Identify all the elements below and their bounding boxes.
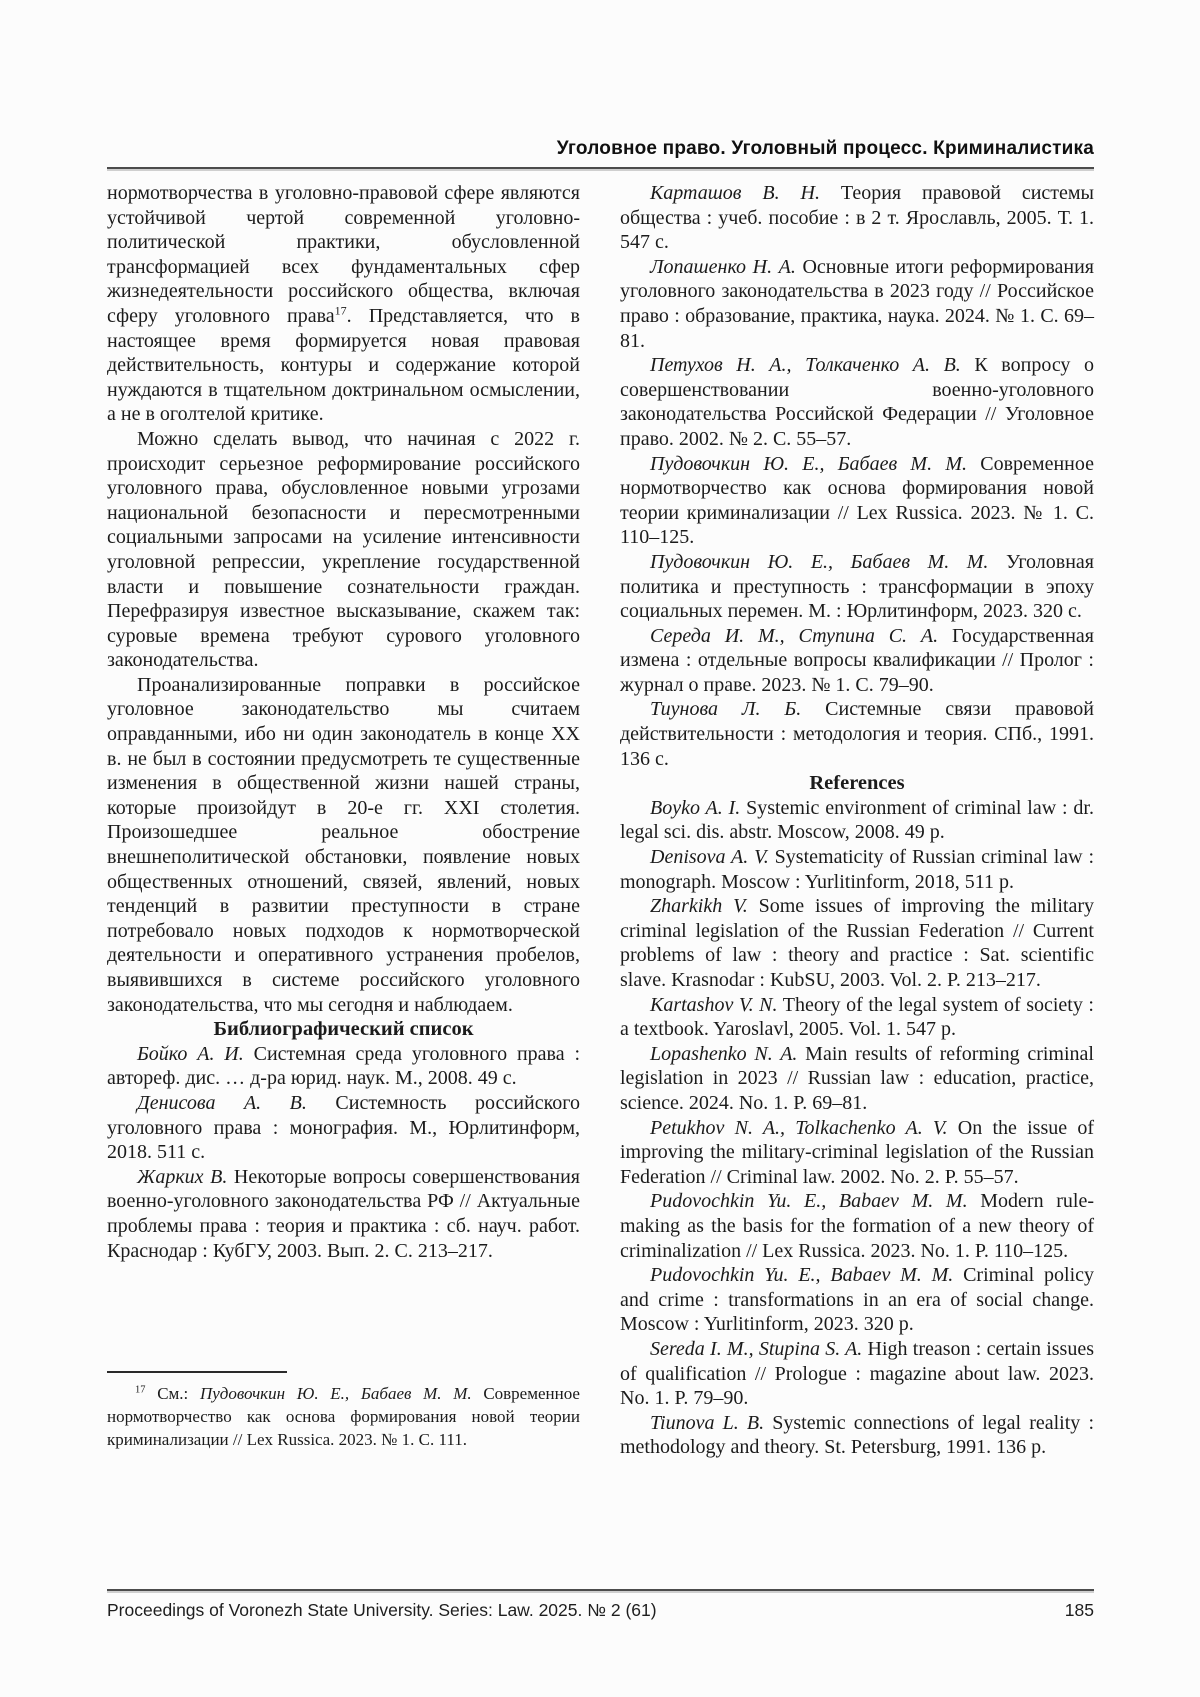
entry-authors: Tiunova L. B. [650,1411,765,1434]
entry-authors: Денисова А. В. [137,1091,307,1114]
running-head-section-title: Уголовное право. Уголовный процесс. Криминалистика [556,138,1094,159]
reference-entry [620,1189,1094,1263]
entry-text: К вопросу о совершенствовании военно-уголовного законодательства Российской Федерации // Уголовное право. 2002. № 2. С. 55–57. [620,354,1095,450]
entry-text: Системная среда уголовного права : автореф. дис. … д-ра юрид. наук. М., 2008. 49 с. [107,1042,581,1090]
entry-text: Main results of reforming criminal legislation in 2023 // Russian law : education, practice, science. 2024. No. 1. P. 69–81. [620,1042,1094,1114]
entry-authors: Лопашенко Н. А. [650,255,796,278]
footnote-prefix: См.: [145,1384,200,1403]
entry-authors: Petukhov N. A., Tolkachenko A. V. [650,1116,948,1139]
entry-authors: Pudovochkin Yu. E., Babaev M. M. [650,1264,954,1287]
entry-authors: Zharkikh V. [650,895,748,918]
entry-text: Systemic environment of criminal law : dr. legal sci. dis. abstr. Moscow, 2008. 49 p. [620,796,1094,844]
entry-authors: Карташов В. Н. [650,182,820,204]
entry-text: High treason : certain issues of qualification // Prologue : magazine about law. 2023. No. 1. P. 79–90. [620,1337,1094,1410]
reference-entry [620,894,1094,992]
reference-entry [620,845,1094,894]
entry-text: Системность российского уголовного права : монография. М., Юрлитинформ, 2018. 511 с. [107,1091,580,1164]
footnote-separator [107,1371,287,1373]
entry-authors: Пудовочкин Ю. Е., Бабаев М. М. [650,452,967,475]
paragraph [107,181,580,427]
entry-text: Некоторые вопросы совершенствования военно-уголовного законодательства РФ // Актуальные проблемы права : теория и практика : сб. науч. работ. Краснодар : КубГУ, 2003. Вып. 2. С. 213–217. [107,1165,580,1262]
footer-page-number: 185 [1064,1600,1094,1620]
reference-entry [620,1337,1094,1411]
entry-text: Modern rule-making as the basis for the formation of a new theory of criminalization // Lex Russica. 2023. No. 1. P. 110–125. [620,1190,1095,1262]
bibliography-entry [107,1165,580,1263]
entry-text: Основные итоги реформирования уголовного законодательства в 2023 году // Российское право : образование, практика, наука. 2024. № 1. С. 69–81. [620,255,1094,352]
article-body [107,181,1094,1460]
entry-authors: Denisova A. V. [650,846,769,869]
entry-text: Теория правовой системы общества : учеб. пособие : в 2 т. Ярославль, 2005. Т. 1. 547 с. [620,182,1094,254]
entry-authors: Lopashenko N. A. [650,1042,798,1065]
entry-text: On the issue of improving the military-criminal legislation of the Russian Federation // Criminal law. 2002. No. 2. P. 55–57. [620,1116,1094,1188]
entry-text: Системные связи правовой действительности : методология и теория. СПб., 1991. 136 с. [620,698,1094,770]
entry-text: Some issues of improving the military criminal legislation of the Russian Federation // Current problems of law : theory and practice : Sat. scientific slave. Krasnodar : KubSU, 2003. Vol. 2. P. 213–217. [620,895,1095,991]
entry-authors: Kartashov V. N. [650,993,778,1016]
entry-authors: Бойко А. И. [137,1042,244,1065]
bibliography-entry [620,452,1094,550]
entry-authors: Boyko A. I. [650,796,741,819]
entry-text: Theory of the legal system of society : a textbook. Yaroslavl, 2005. Vol. 1. 547 p. [620,993,1094,1041]
bibliography-entry [107,1042,580,1091]
page-footer [107,1600,1094,1621]
reference-entry [620,993,1094,1042]
paragraph-text: нормотворчества в уголовно-правовой сфере являются устойчивой чертой современной уголовно-политической практики, обусловленной трансформацией всех фундаментальных сфер жизнедеятельности российского общества, включая сферу уголовного права [107,182,580,327]
paragraph-text: . Представляется, что в настоящее время формируется новая правовая действительность, контуры и содержание которой нуждаются в тщательном доктринальном осмыслении, а не в оголтелой критике. [107,304,581,426]
bibliography-entry [620,255,1094,353]
footnote-block [107,1371,580,1451]
reference-entry [620,1116,1094,1190]
reference-entry [620,1411,1094,1460]
entry-text: Systemic connections of legal reality : methodology and theory. St. Petersburg, 1991. 136 p. [620,1411,1094,1459]
footnote-authors: Пудовочкин Ю. Е., Бабаев М. М. [199,1384,472,1403]
entry-authors: Тиунова Л. Б. [650,698,802,721]
footer-rule [107,1589,1094,1591]
reference-entry [620,796,1094,845]
bibliography-entry [620,550,1094,624]
entry-text: Systematicity of Russian criminal law : monograph. Moscow : Yurlitinform, 2018, 511 p. [620,846,1095,893]
footnote [107,1382,580,1451]
footer-journal-line: Proceedings of Voronezh State University. Series: Law. 2025. № 2 (61) [107,1600,657,1620]
bibliography-heading: Библиографический список [213,1018,474,1041]
references-heading: References [809,772,905,795]
reference-entry [620,1263,1094,1337]
entry-authors: Петухов Н. А., Толкаченко А. В. [650,354,961,377]
entry-text: Современное нормотворчество как основа формирования новой теории криминализации // Lex Russica. 2023. № 1. С. 110–125. [620,452,1094,549]
entry-authors: Пудовочкин Ю. Е., Бабаев М. М. [650,550,989,573]
bibliography-entry [107,1091,580,1165]
column-left [107,181,580,1460]
entry-authors: Sereda I. M., Stupina S. A. [650,1337,863,1360]
bibliography-entry [620,353,1094,451]
footnote-reference-marker: 17 [334,303,347,318]
bibliography-entry [620,181,1094,255]
header-rule [107,167,1094,169]
entry-text: Criminal policy and crime : transformations in an era of social change. Moscow : Yurlitinform, 2023. 320 p. [620,1264,1095,1336]
reference-entry [620,1042,1094,1116]
footnote-marker: 17 [135,1384,146,1396]
entry-authors: Середа И. М., Ступина С. А. [650,624,939,647]
entry-text: Уголовная политика и преступность : трансформации в эпоху социальных перемен. М. : Юрлитинформ, 2023. 320 с. [620,550,1094,623]
entry-text: Государственная измена : отдельные вопросы квалификации // Пролог : журнал о праве. 2023. № 1. С. 79–90. [620,624,1094,696]
column-right [620,181,1094,1460]
footnote-text: Современное нормотворчество как основа формирования новой теории криминализации // Lex Russica. 2023. № 1. С. 111. [107,1384,580,1449]
bibliography-entry [620,624,1094,698]
paragraph: Можно сделать вывод, что начиная с 2022 г. происходит серьезное реформирование российского уголовного права, обусловленное новыми угрозами национальной безопасности и пересмотренными социальными запросами на усиление интенсивности уголовной репрессии, укрепление государственной власти и повышение сознательности граждан. Перефразируя известное высказывание, скажем так: суровые времена требуют сурового уголовного законодательства. [107,427,580,672]
entry-authors: Pudovochkin Yu. E., Babaev M. M. [650,1190,968,1213]
paragraph: Проанализированные поправки в российское уголовное законодательство мы считаем оправданными, ибо ни один законодатель в конце XX в. не был в состоянии предусмотреть те существенные изменения в общественной жизни нашей страны, которые произойдут в 20-е гг. XXI столетия. Произошедшее реальное обострение внешнеполитической обстановки, появление новых общественных отношений, связей, явлений, новых тенденций в развитии преступности в стране потребовало новых подходов к нормотворческой деятельности и оперативного устранения пробелов, выявившихся в системе российского уголовного законодательства, что мы сегодня и наблюдаем. [107,673,580,1016]
entry-authors: Жарких В. [137,1165,228,1188]
bibliography-entry [620,697,1094,771]
